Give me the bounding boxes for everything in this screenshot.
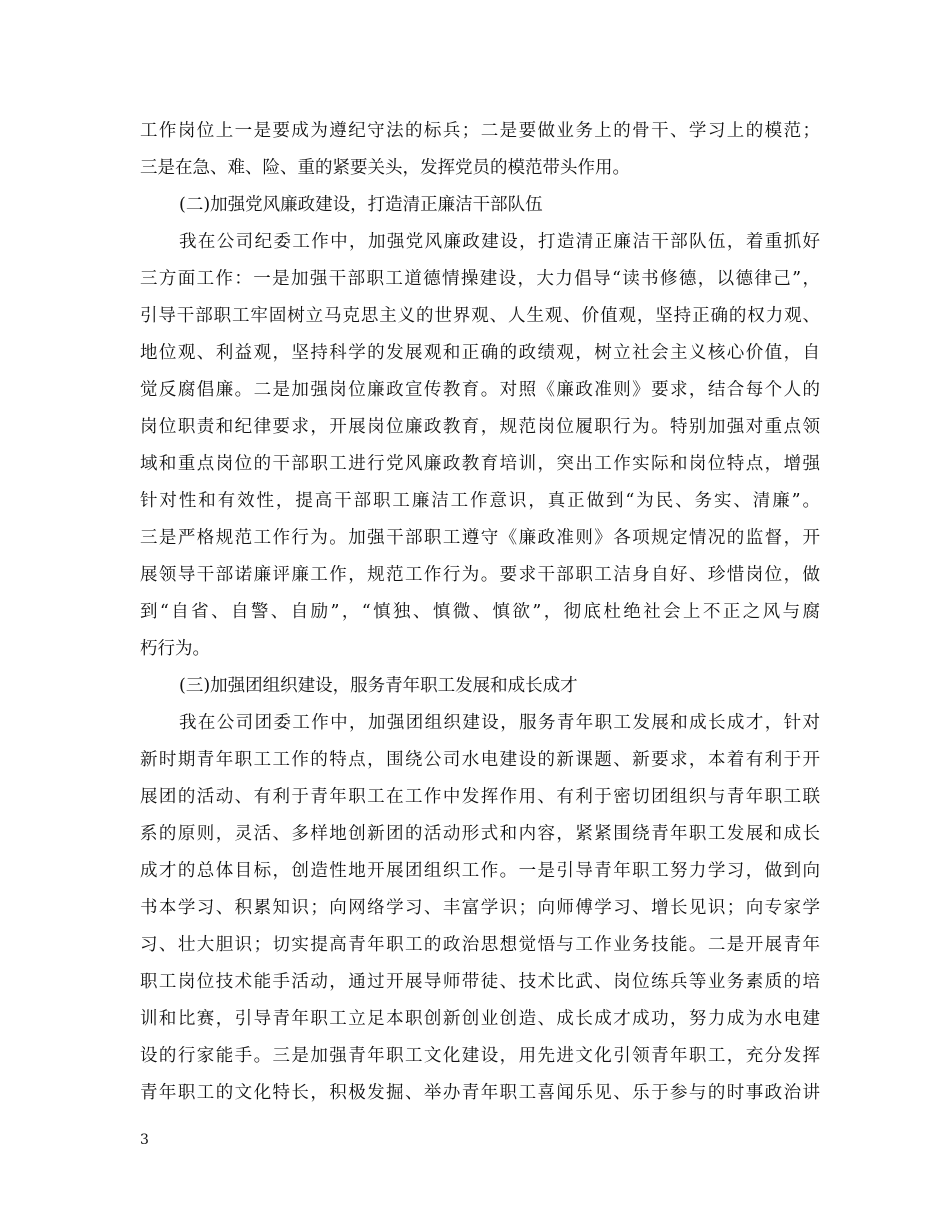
page-number: 3 — [140, 1132, 149, 1148]
text-line: 新时期青年职工工作的特点，围绕公司水电建设的新课题、新要求，本着有利于开 — [140, 750, 820, 770]
text-line: 域和重点岗位的干部职工进行党风廉政教育培训，突出工作实际和岗位特点，增强 — [140, 454, 820, 474]
section-heading: (三)加强团组织建设，服务青年职工发展和成长成才 — [179, 676, 578, 696]
text-line: 我在公司团委工作中，加强团组织建设，服务青年职工发展和成长成才，针对 — [179, 713, 820, 733]
text-line: 岗位职责和纪律要求，开展岗位廉政教育，规范岗位履职行为。特别加强对重点领 — [140, 417, 820, 437]
text-line: 引导干部职工牢固树立马克思主义的世界观、人生观、价值观，坚持正确的权力观、 — [140, 306, 820, 326]
text-line: 青年职工的文化特长，积极发掘、举办青年职工喜闻乐见、乐于参与的时事政治讲 — [140, 1083, 820, 1103]
text-line: 训和比赛，引导青年职工立足本职创新创业创造、成长成才成功，努力成为水电建 — [140, 1009, 820, 1029]
text-line: 到“自省、自警、自励”，“慎独、慎微、慎欲”，彻底杜绝社会上不正之风与腐 — [140, 602, 820, 622]
text-line: 地位观、利益观，坚持科学的发展观和正确的政绩观，树立社会主义核心价值，自 — [140, 343, 820, 363]
text-line: 三是严格规范工作行为。加强干部职工遵守《廉政准则》各项规定情况的监督，开 — [140, 528, 820, 548]
text-line: 针对性和有效性，提高干部职工廉洁工作意识，真正做到“为民、务实、清廉”。 — [140, 491, 820, 511]
text-line: 工作岗位上一是要成为遵纪守法的标兵；二是要做业务上的骨干、学习上的模范； — [140, 121, 820, 141]
text-line: 职工岗位技术能手活动，通过开展导师带徒、技术比武、岗位练兵等业务素质的培 — [140, 972, 820, 992]
text-line: 朽行为。 — [140, 639, 210, 659]
text-line: 三方面工作：一是加强干部职工道德情操建设，大力倡导“读书修德，以德律己”， — [140, 269, 820, 289]
text-line: 习、壮大胆识；切实提高青年职工的政治思想觉悟与工作业务技能。二是开展青年 — [140, 935, 820, 955]
text-line: 三是在急、难、险、重的紧要关头，发挥党员的模范带头作用。 — [140, 158, 630, 178]
body-text — [140, 113, 820, 1112]
text-line: 系的原则，灵活、多样地创新团的活动形式和内容，紧紧围绕青年职工发展和成长 — [140, 824, 820, 844]
text-line: 觉反腐倡廉。二是加强岗位廉政宣传教育。对照《廉政准则》要求，结合每个人的 — [140, 380, 820, 400]
text-line: 我在公司纪委工作中，加强党风廉政建设，打造清正廉洁干部队伍，着重抓好 — [179, 232, 820, 252]
text-line: 展领导干部诺廉评廉工作，规范工作行为。要求干部职工洁身自好、珍惜岗位，做 — [140, 565, 820, 585]
text-line: 设的行家能手。三是加强青年职工文化建设，用先进文化引领青年职工，充分发挥 — [140, 1046, 820, 1066]
text-line: 展团的活动、有利于青年职工在工作中发挥作用、有利于密切团组织与青年职工联 — [140, 787, 820, 807]
text-line: 成才的总体目标，创造性地开展团组织工作。一是引导青年职工努力学习，做到向 — [140, 861, 820, 881]
text-line: 书本学习、积累知识；向网络学习、丰富学识；向师傅学习、增长见识；向专家学 — [140, 898, 820, 918]
section-heading: (二)加强党风廉政建设，打造清正廉洁干部队伍 — [179, 195, 543, 215]
